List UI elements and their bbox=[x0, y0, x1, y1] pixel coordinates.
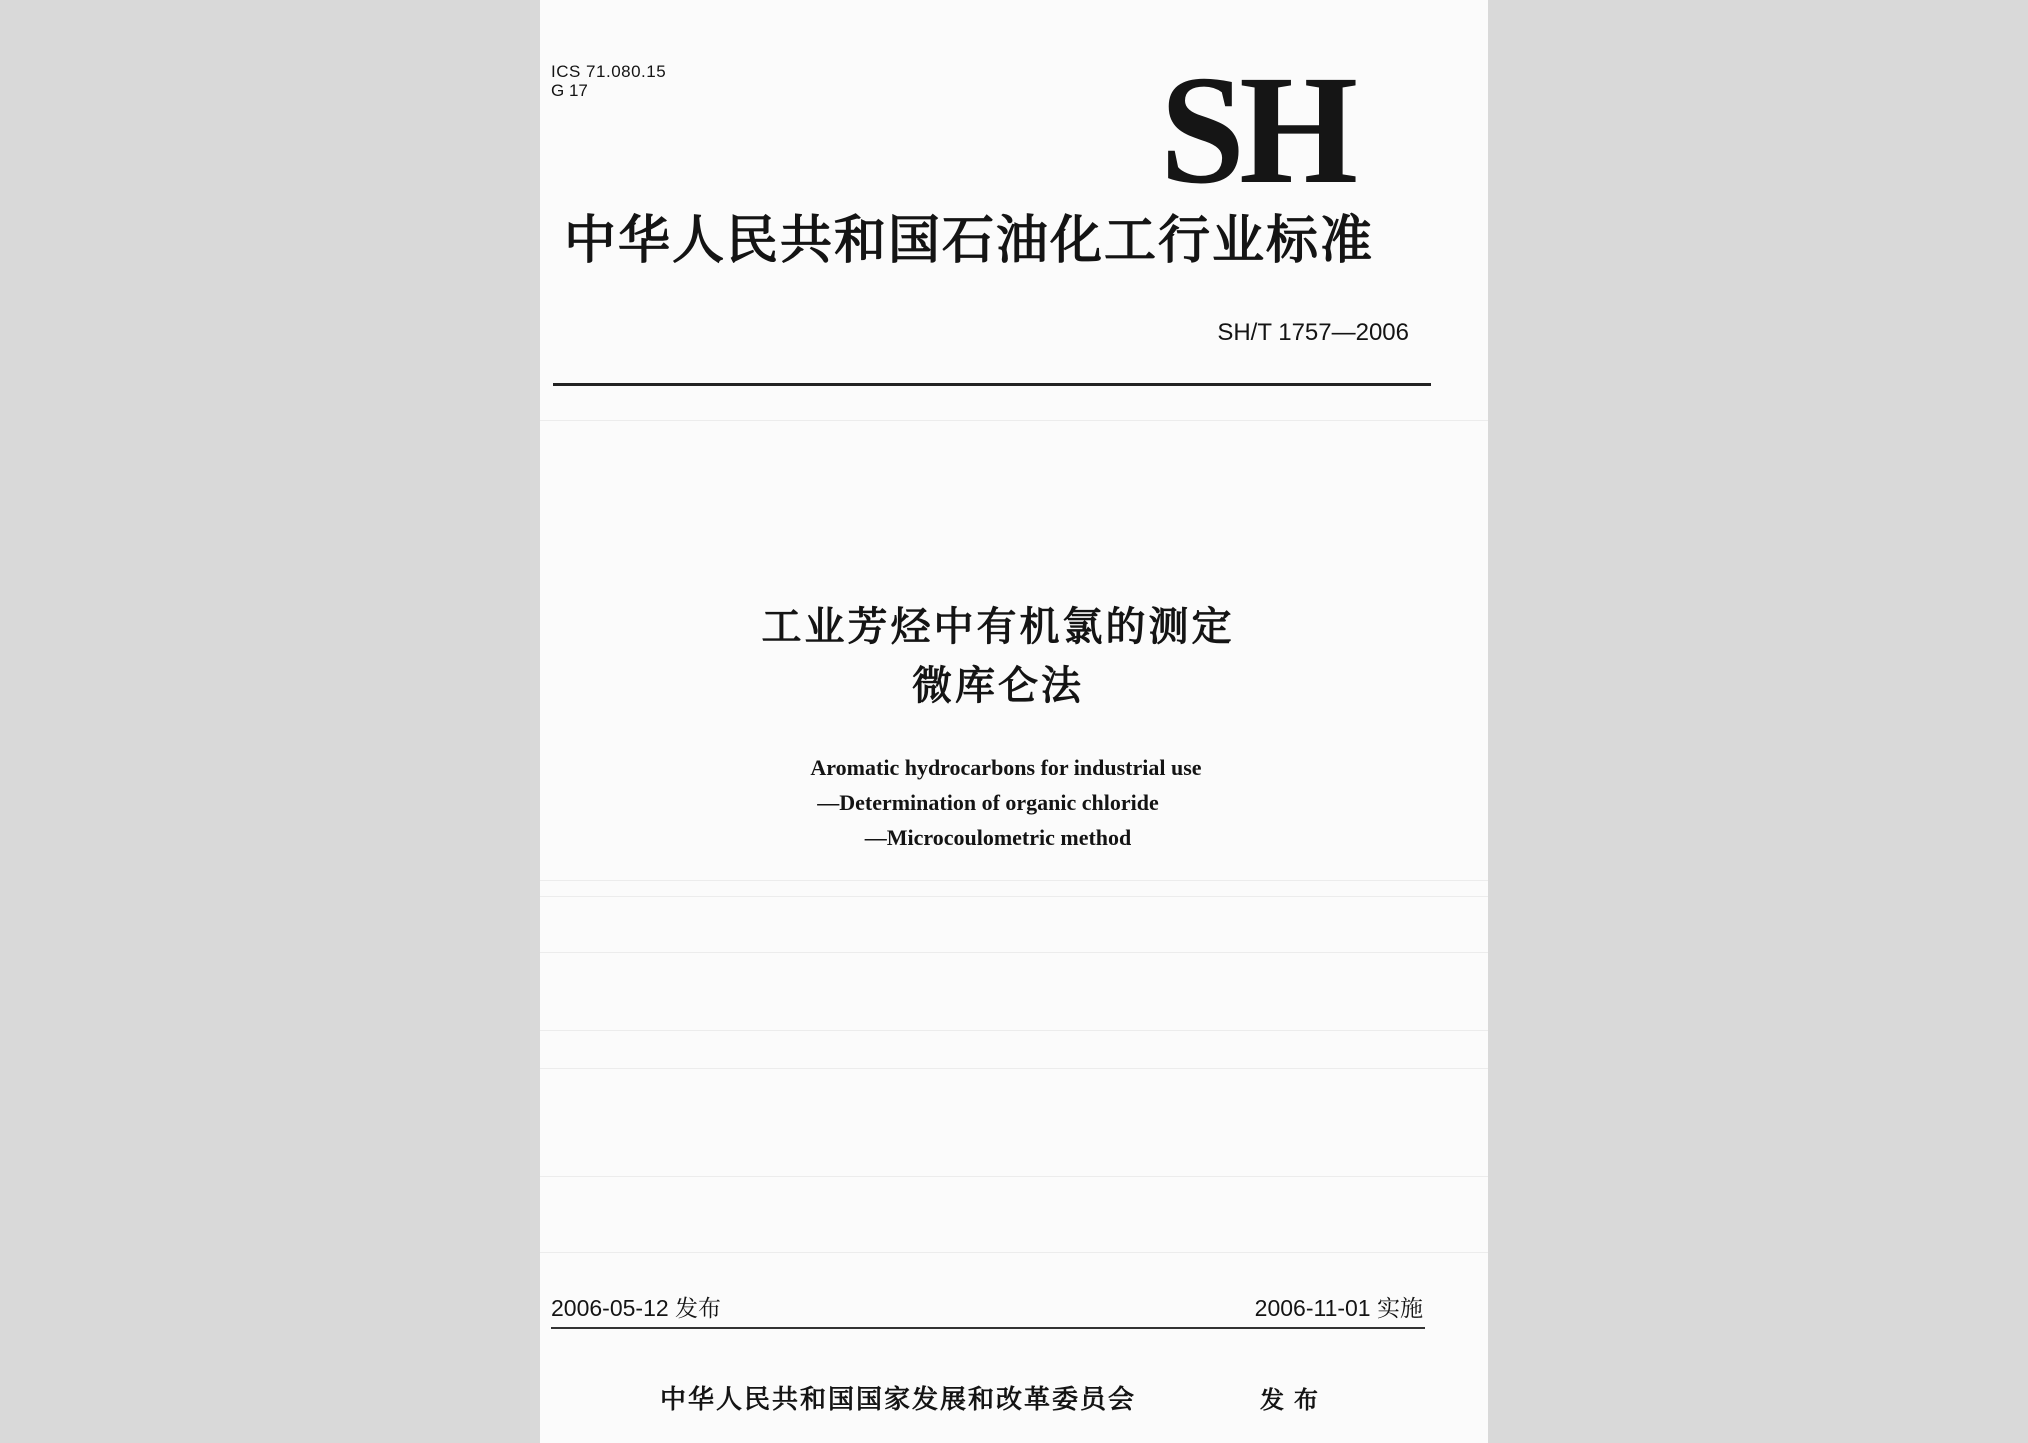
effective-date: 2006-11-01 实施 bbox=[1254, 1295, 1423, 1321]
standard-number: SH/T 1757—2006 bbox=[1217, 319, 1409, 346]
standard-title: 中华人民共和国石油化工行业标准 bbox=[564, 211, 1375, 271]
classification-code: G 17 bbox=[551, 81, 588, 100]
issue-action: 发布 bbox=[1260, 1386, 1328, 1414]
scan-line bbox=[540, 420, 1488, 421]
scan-line bbox=[540, 1068, 1488, 1069]
top-divider bbox=[553, 383, 1431, 386]
scan-line bbox=[540, 1030, 1488, 1031]
scan-line bbox=[540, 1176, 1488, 1177]
scan-line bbox=[540, 896, 1488, 897]
scan-line bbox=[540, 880, 1488, 881]
issuing-authority: 中华人民共和国国家发展和改革委员会 bbox=[660, 1385, 1137, 1415]
chinese-title-line-1: 工业芳烃中有机氯的测定 bbox=[761, 604, 1235, 650]
issue-date: 2006-05-12 发布 bbox=[551, 1295, 722, 1321]
document-page bbox=[540, 0, 1488, 1443]
sh-logo: SH bbox=[1160, 43, 1353, 216]
chinese-title-line-2: 微库仑法 bbox=[912, 663, 1084, 709]
english-title-line-3: —Microcoulometric method bbox=[864, 825, 1132, 850]
scan-line bbox=[540, 1252, 1488, 1253]
english-title-line-1: Aromatic hydrocarbons for industrial use bbox=[810, 755, 1202, 780]
scan-line bbox=[540, 952, 1488, 953]
ics-code: ICS 71.080.15 bbox=[551, 62, 667, 81]
bottom-divider bbox=[551, 1327, 1425, 1329]
english-title-line-2: —Determination of organic chloride bbox=[817, 790, 1159, 815]
